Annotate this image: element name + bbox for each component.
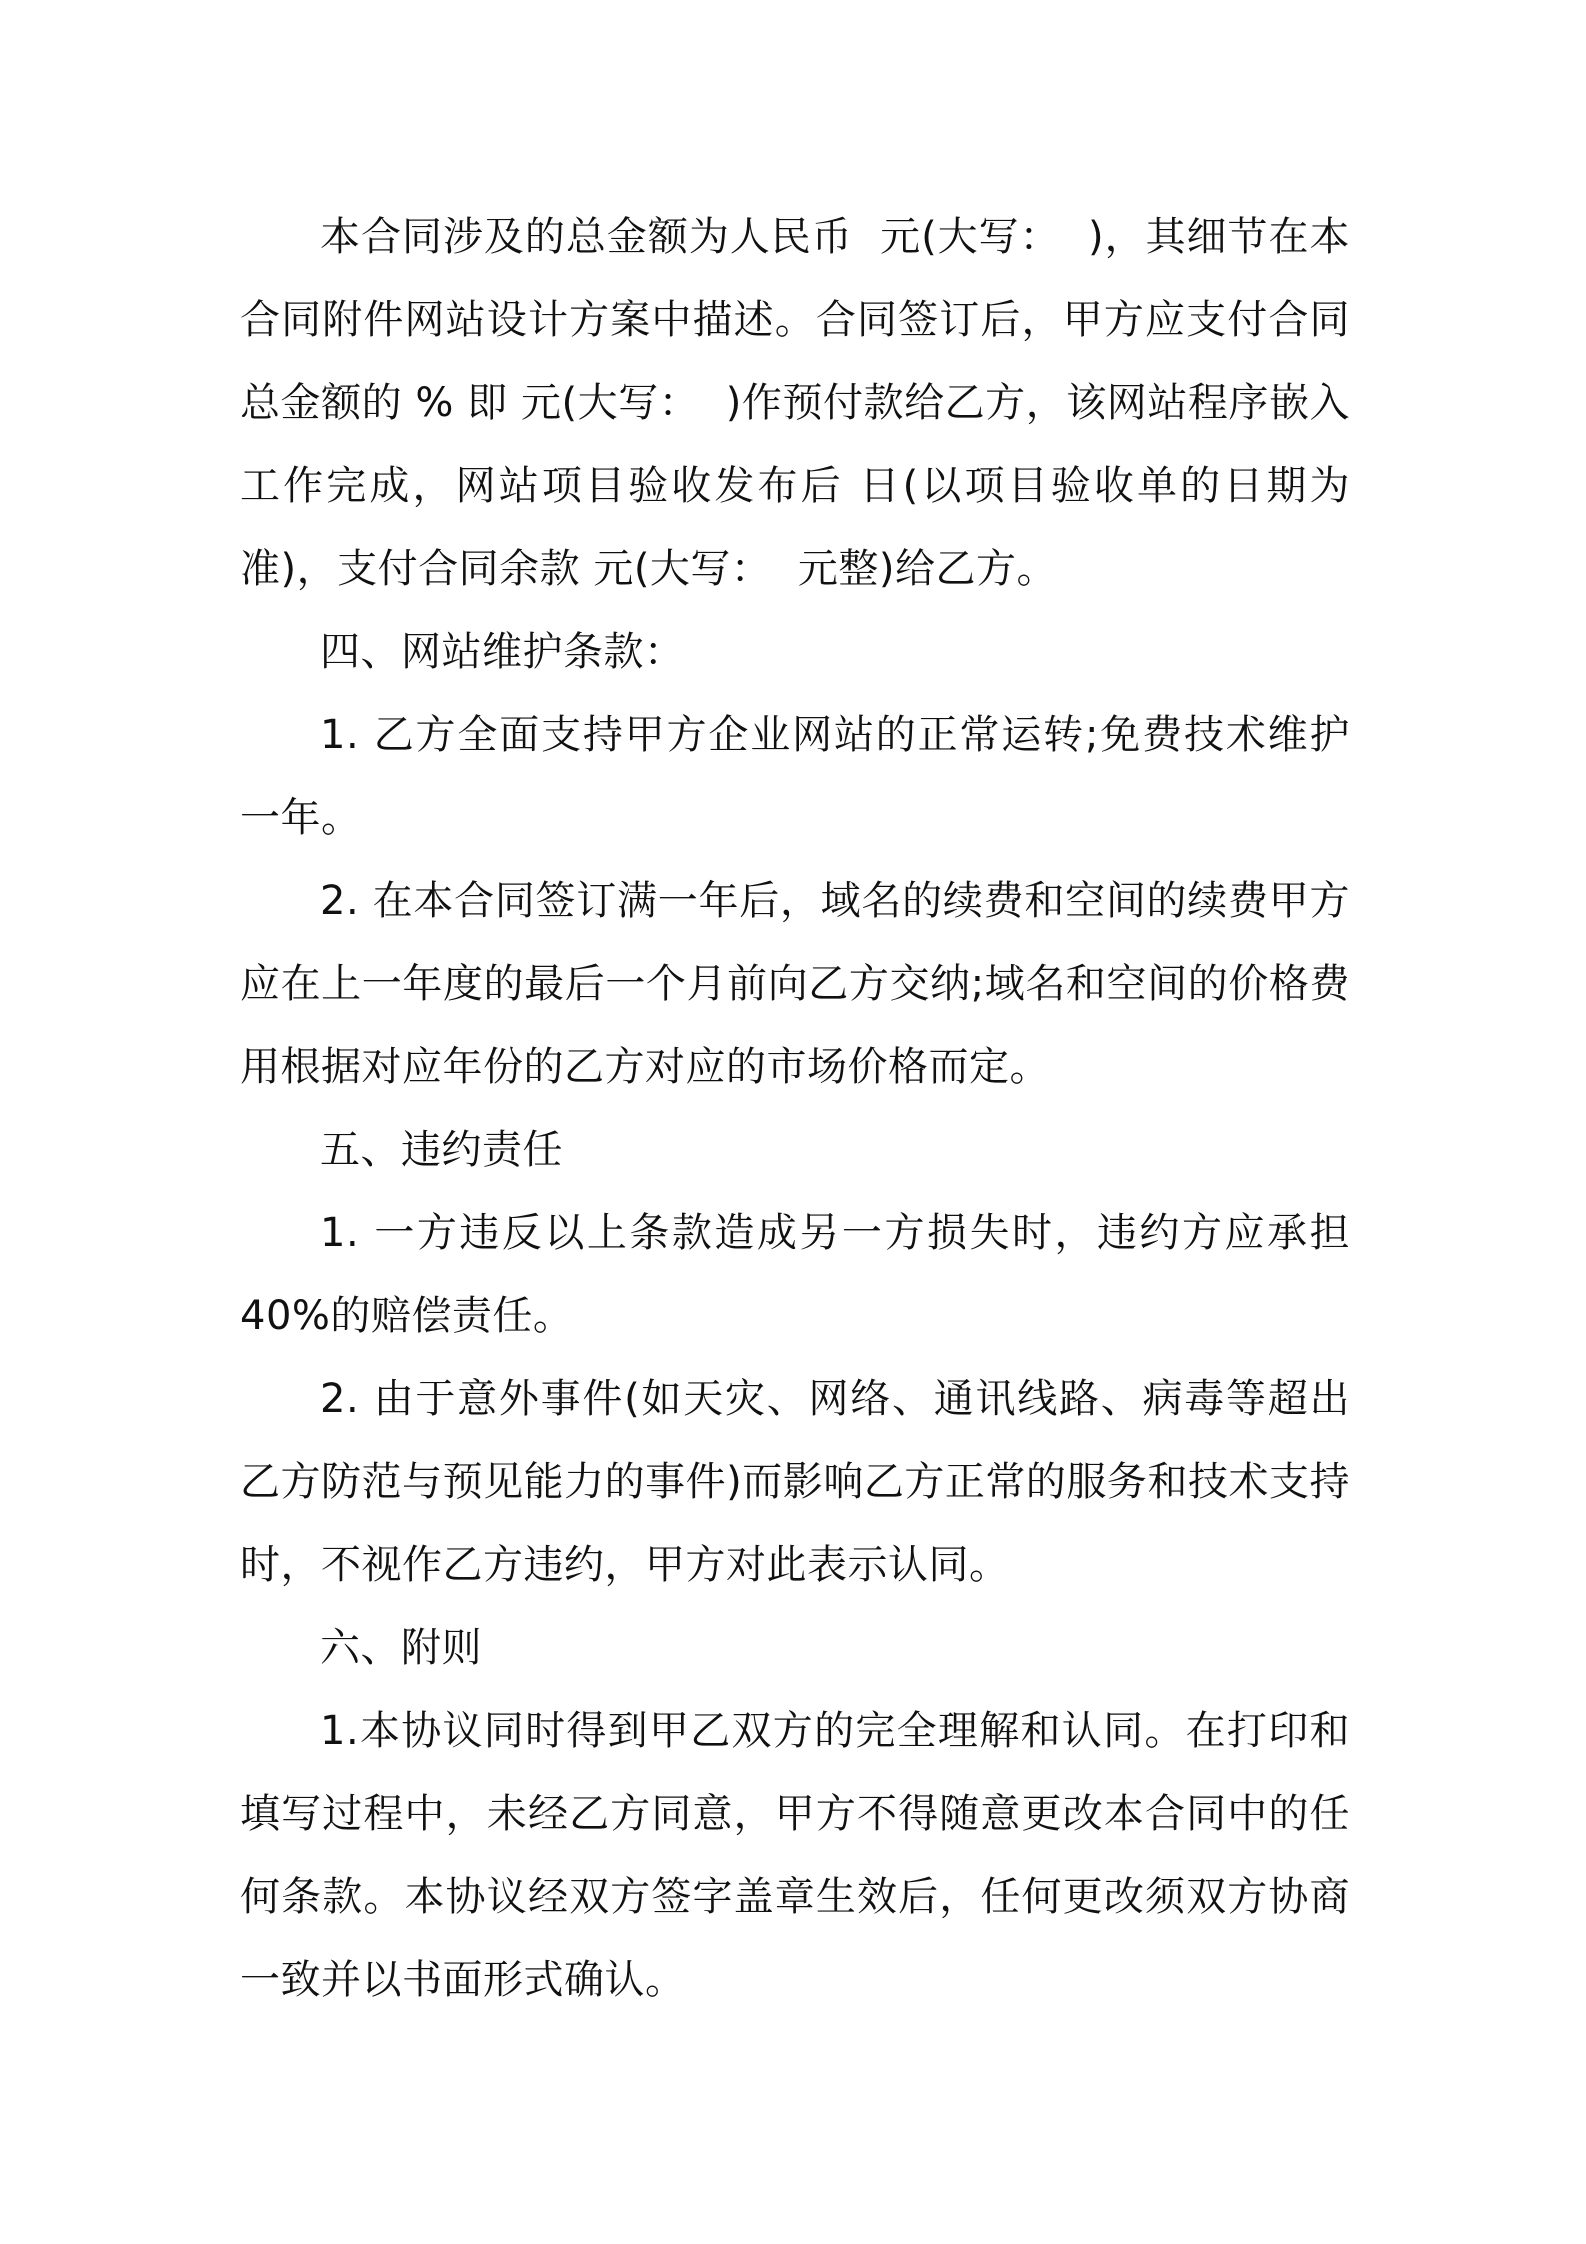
liability-clause-2: 2. 由于意外事件(如天灾、网络、通讯线路、病毒等超出乙方防范与预见能力的事件)而影响乙方正常的服务和技术支持时，不视作乙方违约，甲方对此表示认同。 <box>240 1376 1350 1588</box>
contract-body <box>240 196 1350 2022</box>
maintenance-clause-1: 1. 乙方全面支持甲方企业网站的正常运转;免费技术维护一年。 <box>240 712 1350 841</box>
section-heading-supplementary: 六、附则 <box>320 1625 482 1671</box>
section-heading-liability: 五、违约责任 <box>320 1127 563 1173</box>
liability-clause-1: 1. 一方违反以上条款造成另一方损失时，违约方应承担40%的赔偿责任。 <box>240 1210 1350 1339</box>
payment-terms-paragraph: 本合同涉及的总金额为人民币 元(大写： )，其细节在本合同附件网站设计方案中描述。合同签订后，甲方应支付合同总金额的 % 即 元(大写： )作预付款给乙方，该网站程序嵌入工作完成，网站项目验收发布后 日(以项目验收单的日期为准)，支付合同余款 元(大写： 元整)给乙方。 <box>240 214 1350 592</box>
supplementary-clause-1: 1.本协议同时得到甲乙双方的完全理解和认同。在打印和填写过程中，未经乙方同意，甲方不得随意更改本合同中的任何条款。本协议经双方签字盖章生效后，任何更改须双方协商一致并以书面形式确认。 <box>240 1708 1350 2003</box>
section-heading-maintenance: 四、网站维护条款： <box>320 629 685 675</box>
maintenance-clause-2: 2. 在本合同签订满一年后，域名的续费和空间的续费甲方应在上一年度的最后一个月前向乙方交纳;域名和空间的价格费用根据对应年份的乙方对应的市场价格而定。 <box>240 878 1350 1090</box>
